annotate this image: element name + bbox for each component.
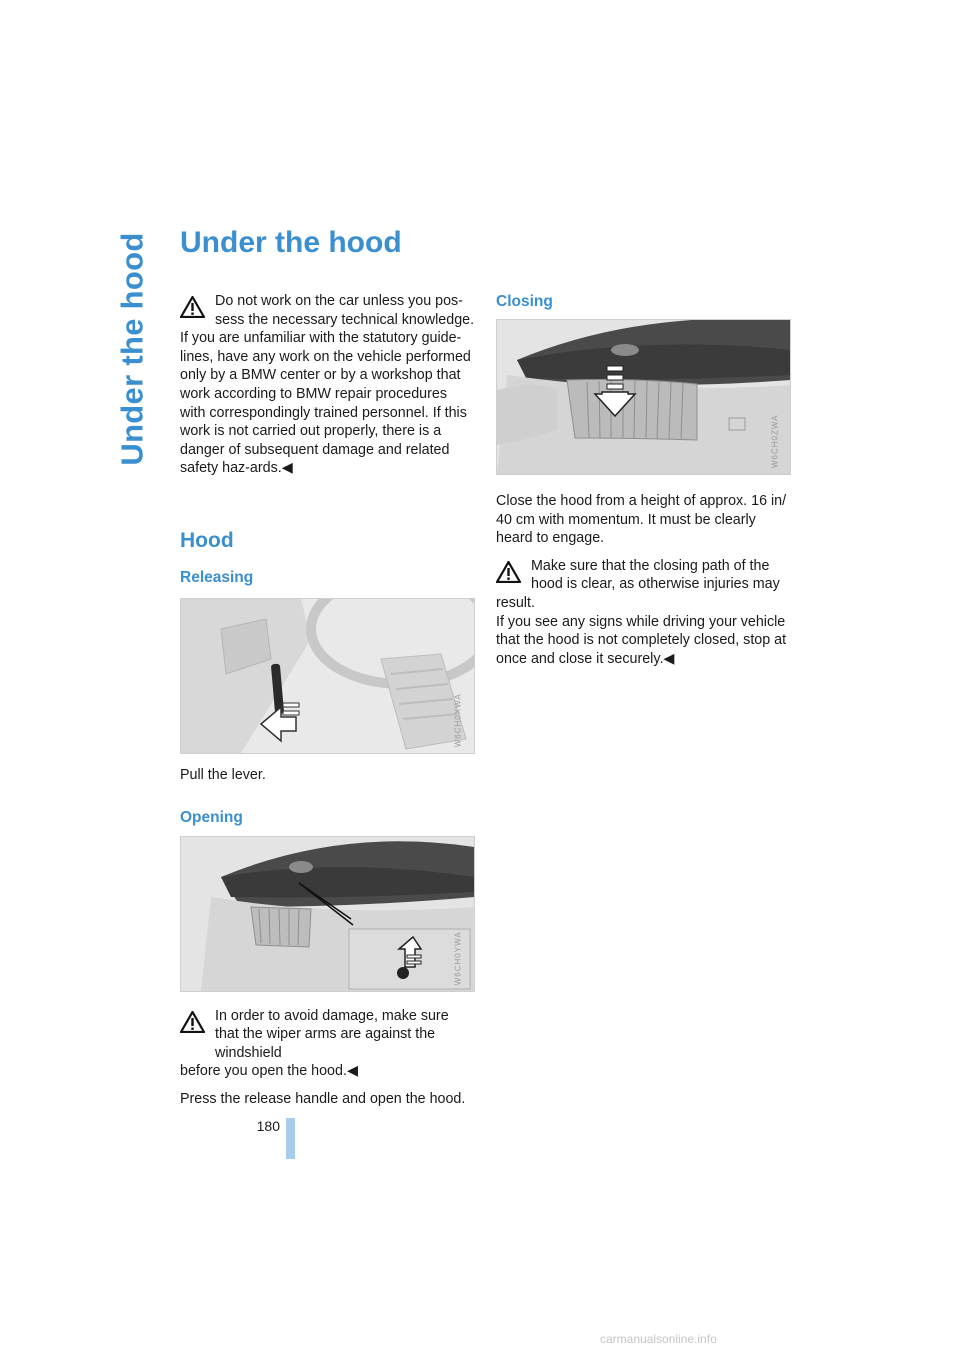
warning-triangle-icon (180, 1011, 205, 1033)
left-column (180, 292, 475, 1109)
opening-heading: Opening (180, 808, 243, 826)
opening-warning-first: In order to avoid damage, make sure that the wiper arms are against the windshield (215, 1007, 449, 1061)
opening-figure (180, 836, 475, 992)
intro-warning (180, 292, 475, 478)
watermark: carmanualsonline.info (600, 1332, 717, 1346)
opening-warning-text: before you open the hood. (180, 1063, 347, 1080)
releasing-caption: Pull the lever. (180, 766, 266, 783)
closing-warning-result: result. (496, 594, 535, 611)
side-section-title: Under the hood (115, 232, 151, 466)
closing-figure (496, 319, 791, 475)
end-of-warning-mark: ◀ (663, 650, 675, 667)
figure-code: W6CH0ZWA (769, 414, 779, 469)
page-title: Under the hood (180, 226, 402, 259)
releasing-figure (180, 598, 475, 754)
intro-warning-text: If you are unfamiliar with the statutory guide-lines, have any work on the vehicle performed only by a BMW center or by a workshop that work according to BMW repair procedures with correspondingly trained personnel. If this work is not carried out properly, there is a danger of subsequent damage and related safety haz-ards. (180, 330, 471, 477)
opening-caption: Press the release handle and open the hood. (180, 1090, 466, 1107)
hood-heading: Hood (180, 528, 234, 552)
releasing-heading: Releasing (180, 568, 254, 586)
warning-triangle-icon (180, 296, 205, 318)
warning-triangle-icon (496, 561, 521, 583)
page-number: 180 (256, 1118, 280, 1134)
closing-heading: Closing (496, 293, 553, 310)
page-number-bar (286, 1118, 295, 1159)
end-of-warning-mark: ◀ (281, 460, 293, 477)
intro-warning-first: Do not work on the car unless you pos-sess the necessary technical knowledge. (215, 293, 475, 328)
closing-warning-first: Make sure that the closing path of the hood is clear, as otherwise injuries may (531, 557, 780, 593)
figure-code: W6CH0YWA (453, 930, 463, 985)
figure-code: W6CH0XWA (453, 693, 463, 748)
closing-warning-text: If you see any signs while driving your vehicle that the hood is not completely closed, stop at once and close it securely. (496, 613, 787, 667)
opening-warning (180, 1007, 475, 1081)
right-column (496, 292, 791, 668)
end-of-warning-mark: ◀ (346, 1063, 358, 1080)
closing-warning (496, 557, 791, 669)
closing-text: Close the hood from a height of approx. 16 in/ 40 cm with momentum. It must be clearly heard to engage. (496, 493, 787, 547)
